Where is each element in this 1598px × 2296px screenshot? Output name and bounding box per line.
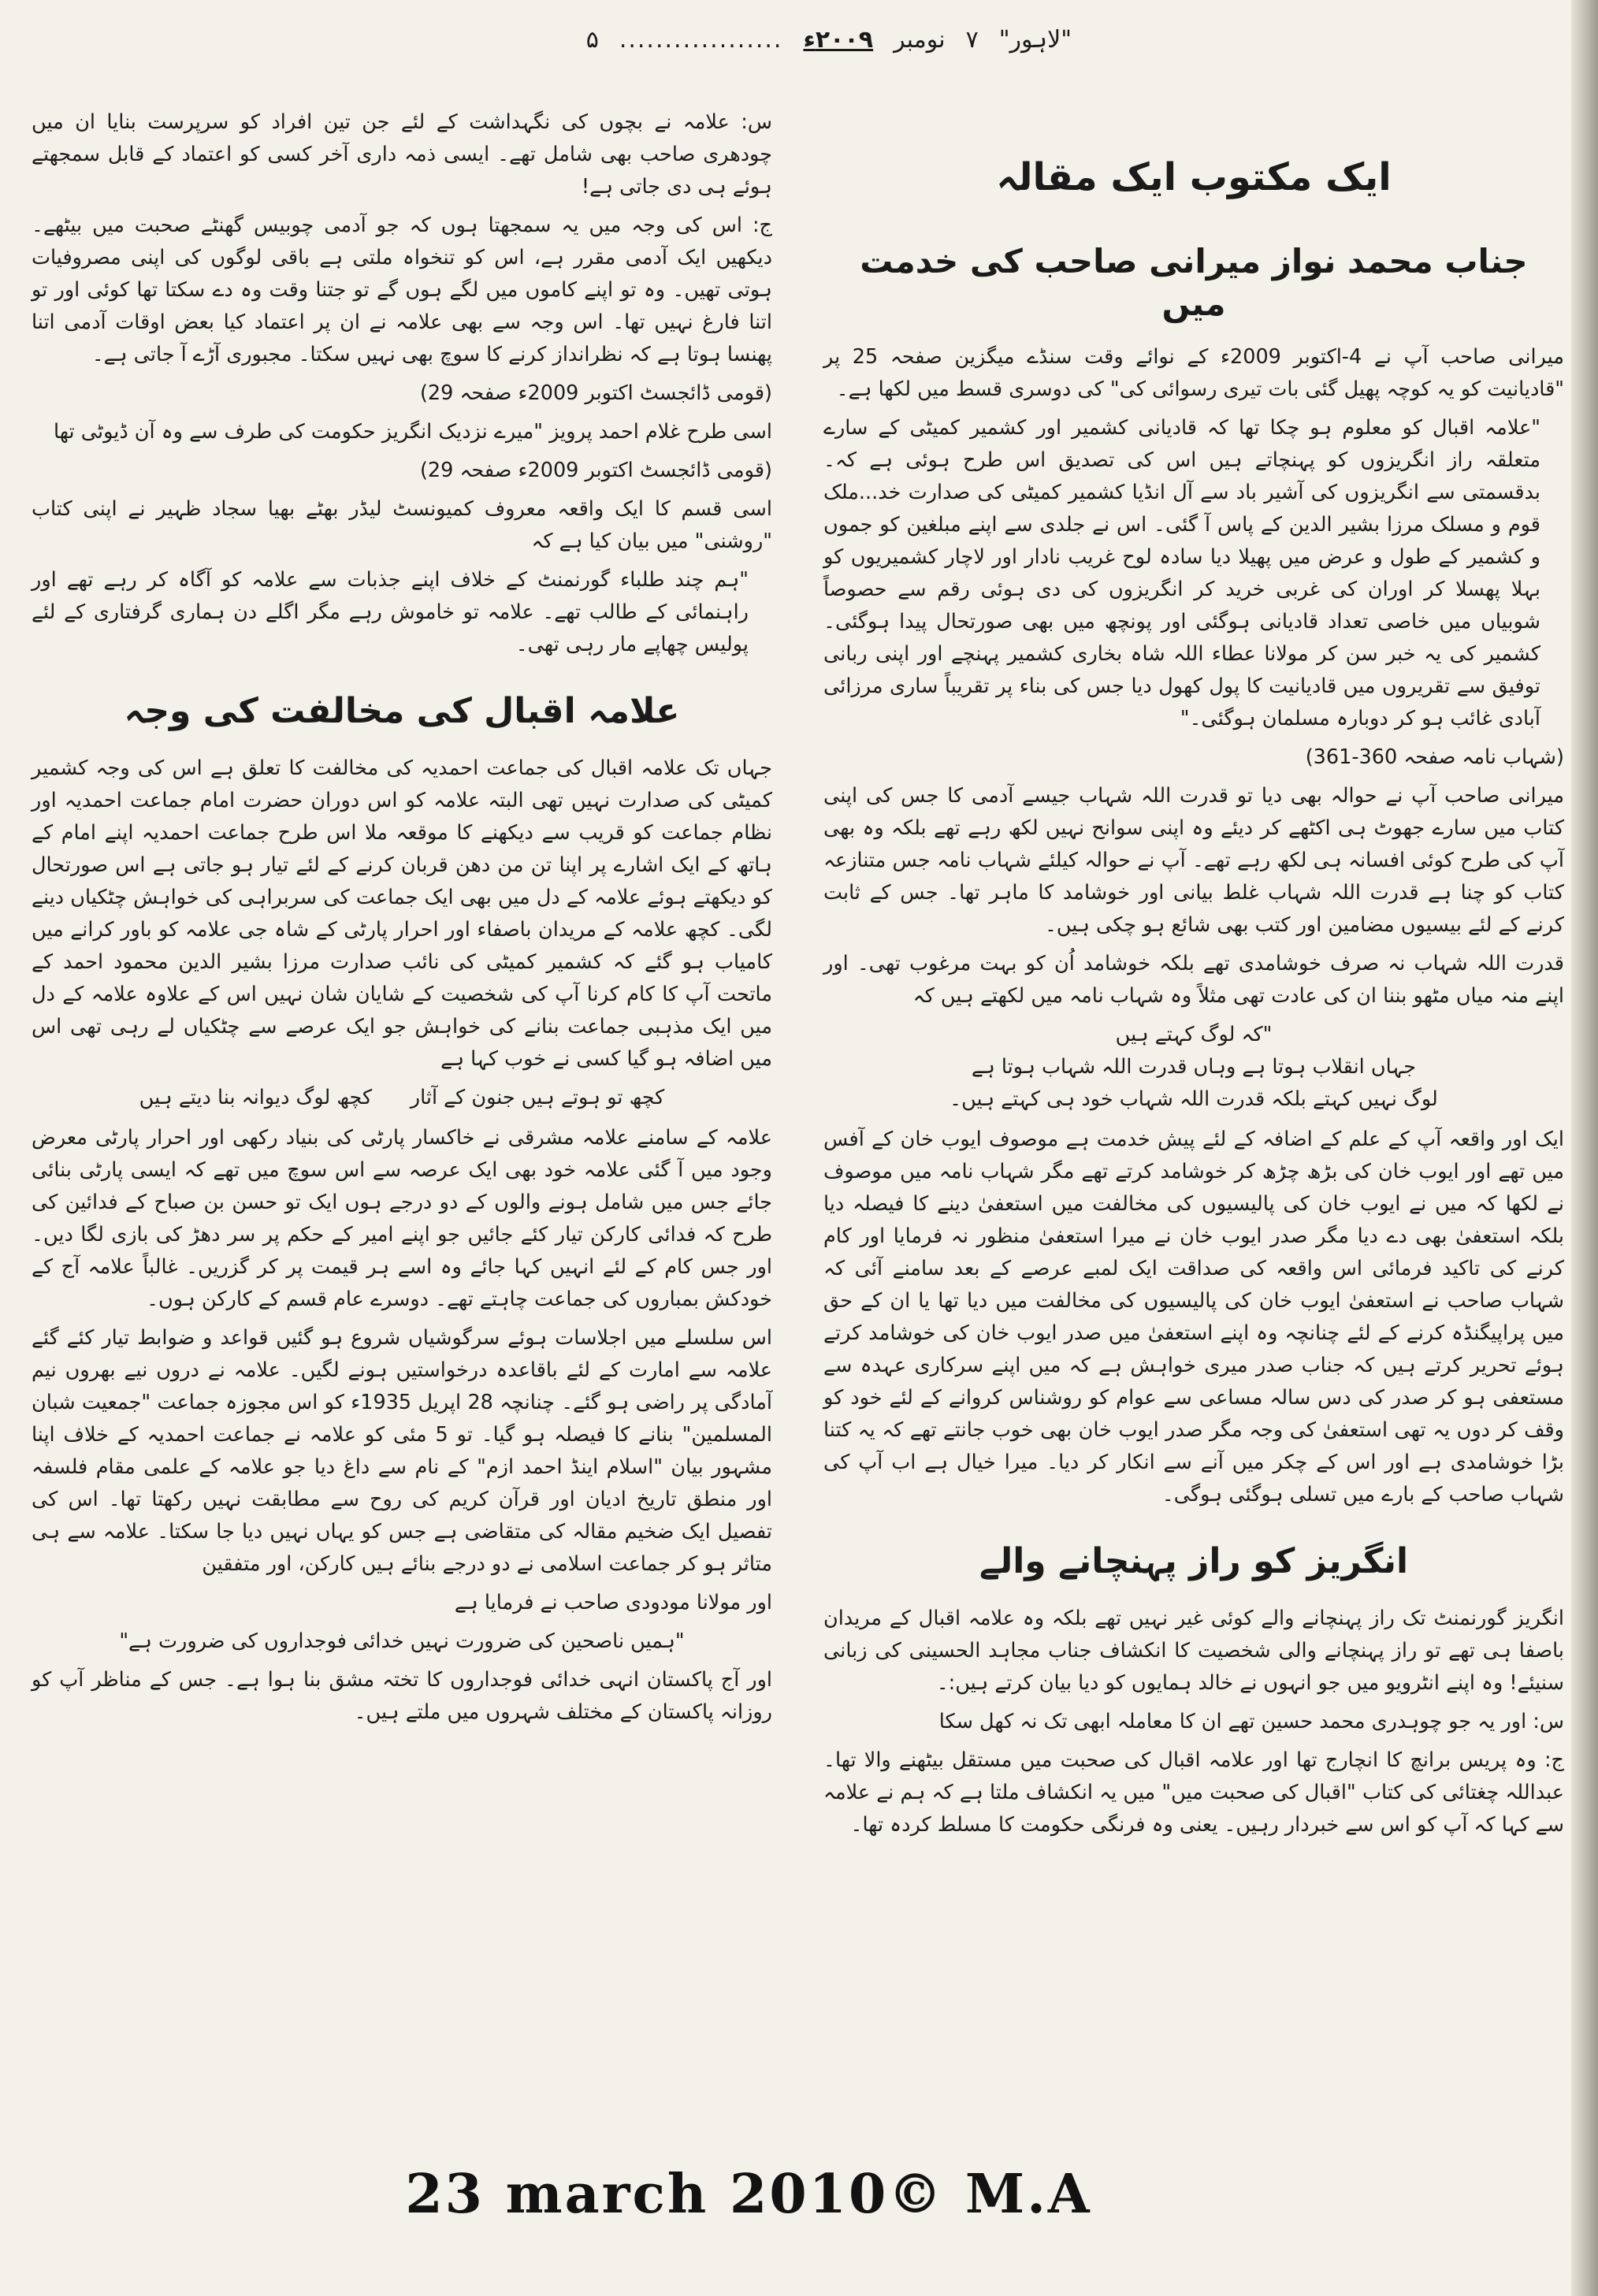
header-year: ۲۰۰۹ء	[803, 25, 874, 54]
right-paragraph-7: س: اور یہ جو چوہدری محمد حسین تھے ان کا معاملہ ابھی تک نہ کھل سکا	[938, 1710, 1564, 1733]
reference-text: (قومی ڈائجسٹ اکتوبر 2009ء صفحہ 29)	[419, 459, 772, 482]
reference-text: (قومی ڈائجسٹ اکتوبر 2009ء صفحہ 29)	[419, 381, 772, 405]
verse-line-1: جہاں انقلاب ہوتا ہے وہاں قدرت اللہ شہاب ہوتا ہے	[971, 1055, 1417, 1079]
left-quote-paragraph: "ہم چند طلباء گورنمنٹ کے خلاف اپنے جذبات سے علامہ کو آگاہ کر رہے تھے اور راہنمائی کے طالب تھے۔ علامہ تو خاموش رہے مگر اگلے دن ہماری گرفتاری کے لئے پولیس چھاپے مار رہی تھی۔	[32, 568, 749, 656]
section-title-informers: انگریز کو راز پہنچانے والے	[979, 1541, 1409, 1581]
verse-intro: "کہ لوگ کہتے ہیں	[1115, 1023, 1273, 1046]
left-column	[32, 106, 772, 1735]
left-paragraph-6: جہاں تک علامہ اقبال کی جماعت احمدیہ کی مخالفت کا تعلق ہے اس کی وجہ کشمیر کمیٹی کی صدارت نہیں تھی البتہ علامہ کو اس دوران حضرت امام جماعت احمدیہ اور نظام جماعت کو قریب سے دیکھنے کا موقعہ ملا اس طرح جماعت احمدیہ اپنے امام کے ہاتھ کے ایک اشارے پر اپنا تن من دھن قربان کرنے کے لئے تیار ہو جاتی ہے اس صورتحال کو دیکھتے ہوئے علامہ کے دل میں بھی ایک جماعت کی سربراہی کی خواہش چٹکیاں دینے لگی۔ کچھ علامہ کے مریدان باصفاء اور احرار پارٹی کے شاہ جی علامہ کو باور کرانے میں کامیاب ہو گئے کہ کشمیر کمیٹی کی نائب صدارت مرزا بشیر الدین محمود احمد کے ماتحت آپ کا کام کرنا آپ کی شخصیت کے شایان شان نہیں اس کے علاوہ علامہ کے دل میں ایک مذہبی جماعت بنانے کی خواہش جو ایک عرصے سے چٹکیاں لے رہی تھی اس میں اضافہ ہو گیا کسی نے خوب کہا ہے	[32, 756, 772, 1071]
left-paragraph-8: اس سلسلے میں اجلاسات ہوئے سرگوشیاں شروع ہو گئیں قواعد و ضوابط تیار کئے گئے علامہ سے امارت کے لئے باقاعدہ درخواستیں ہونے لگیں۔ علامہ نے دروں نیے بھروں نیم آمادگی پر راضی ہو گئے۔ چنانچہ 28 اپریل 1935ء کو اس مجوزہ جماعت "جمعیت شبان المسلمین" بنانے کا فیصلہ ہو گیا۔ تو 5 مئی کو علامہ نے جماعت احمدیہ کے خلاف اپنا مشہور بیان "اسلام اینڈ احمد ازم" کے نام سے داغ دیا جو علامہ کے علمی مقام فلسفہ اور منطق تاریخ ادیان اور قرآن کریم کی روح سے مطابقت نہیں رکھتا تھا۔ اس کی تفصیل ایک ضخیم مقالہ کی متقاضی ہے جس کو یہاں نہیں دیا جا سکتا۔ علامہ سے ہی متاثر ہو کر جماعت اسلامی نے دو درجے بنائے ہیں کارکن، اور متفقین	[32, 1326, 773, 1576]
left-reference-2	[32, 455, 772, 487]
left-paragraph-1: س: علامہ نے بچوں کی نگہداشت کے لئے جن تین افراد کو سرپرست بنایا ان میں چودھری صاحب بھی شامل تھے۔ ایسی ذمہ داری آخر کسی کو اعتماد کے قابل سمجھتے ہوئے ہی دی جاتی ہے!	[32, 110, 772, 199]
right-reference-1	[823, 741, 1564, 774]
verse-line-1: کچھ لوگ دیوانہ بنا دیتے ہیں	[139, 1086, 373, 1109]
left-paragraph-2: ج: اس کی وجہ میں یہ سمجھتا ہوں کہ جو آدمی چوبیس گھنٹے صحبت میں بیٹھے۔ دیکھیں ایک آدمی مقرر ہے، اس کو تنخواہ ملتی ہے باقی لوگوں کی اپنی مصروفیات ہوتی تھیں۔ وہ تو اپنے کاموں میں لگے ہوں گے تو جتنا وقت وہ دے سکتا تھا کوئی اور تو اتنا فارغ نہیں تھا۔ اس وجہ سے بھی علامہ نے ان پر اعتماد کیا بعض اوقات آدمی اتنا پھنسا ہوتا ہے کہ نظرانداز کرنے کا سوچ بھی نہیں سکتا۔ مجبوری آڑے آ جاتی ہے۔	[32, 214, 772, 366]
right-paragraph-3: میرانی صاحب آپ نے حوالہ بھی دیا تو قدرت اللہ شہاب جیسے آدمی کا جس کی اپنی کتاب میں سارے جھوٹ ہی اکٹھے کر دیئے وہ اپنی سوانح نہیں لکھ رہے تھے بلکہ وہ بھی آپ کی طرح کوئی افسانہ ہی لکھ رہے تھے۔ آپ نے حوالہ کیلئے شہاب نامہ جس متنازعہ کتاب کو چنا ہے قدرت اللہ شہاب غلط بیانی اور خوشامد کا ماہر تھا۔ جس کے ثابت کرنے کے لئے بیسیوں مضامین اور کتب بھی شائع ہو چکی ہیں۔	[823, 784, 1564, 937]
reference-text: (شہاب نامہ صفحہ 360-361)	[1305, 745, 1564, 769]
left-paragraph-7: علامہ کے سامنے علامہ مشرقی نے خاکسار پارٹی کی بنیاد رکھی اور احرار پارٹی معرض وجود میں آ گئی علامہ خود بھی ایک عرصہ سے اس سوچ میں تھے کہ ایسی پارٹی بنائی جائے جس میں شامل ہونے والوں کے دو درجے ہوں ایک تو حسن بن صباح کے فدائین کی طرح کہ فدائی کارکن تیار کئے جائیں جو اپنے امیر کے حکم پر سر دھڑ کی بازی لگا دیں۔ اور جس کام کے لئے انہیں کہا جائے وہ اسے ہر قیمت پر کر گزریں۔ غالباً علامہ آج کے خودکش بمباروں کی جماعت چاہتے تھے۔ دوسرے عام قسم کے کارکن ہوں۔	[32, 1126, 772, 1311]
left-paragraph-4: اسی قسم کا ایک واقعہ معروف کمیونسٹ لیڈر بھٹے بھیا سجاد ظہیر نے اپنی کتاب "روشنی" میں بیان کیا ہے کہ	[32, 497, 772, 553]
header-city: "لاہور"	[998, 25, 1072, 54]
footer-watermark: 23 march 2010© M.A	[405, 2163, 1092, 2226]
left-quote-maududi: "ہمیں ناصحین کی ضرورت نہیں خدائی فوجداروں کی ضرورت ہے"	[119, 1629, 685, 1653]
page-number: ۵	[585, 25, 599, 54]
left-paragraph-3: اسی طرح غلام احمد پرویز "میرے نزدیک انگریز حکومت کی طرف سے وہ آن ڈیوٹی تھا	[54, 420, 772, 444]
right-quote-paragraph: "علامہ اقبال کو معلوم ہو چکا تھا کہ قادیانی کشمیر اور کشمیر کمیٹی کے سارے متعلقہ راز انگریزوں کو پہنچاتے ہیں اس کی تصدیق اس طرح ہوئی ہے کہ۔ بدقسمتی سے انگریزوں کی آشیر باد سے آل انڈیا کشمیر کمیٹی کی صدارت خد...ملک قوم و مسلک مرزا بشیر الدین کے پاس آ گئی۔ اس نے جلدی سے اپنے مبلغین کو جموں و کشمیر کے طول و عرض میں پھیلا دیا سادہ لوح غریب نادار اور لاچار کشمیریوں کو بہلا پھسلا کر اوران کی غربی خرید کر انگریزوں کی دی ہوئی رقم سے حصوصاً شوبیاں میں خاصی تعداد قادیانی ہوگئی اور پونچھ میں بھی صورتحال پیدا ہوگئی۔ کشمیر کی یہ خبر سن کر مولانا عطاء اللہ شاہ بخاری کشمیر پہنچے اور اپنی ربانی توفیق سے تقریروں میں قادیانیت کا پول کھول دیا جس کی بناء پر تقریباً ساری مرزائی آبادی غائب ہو کر دوبارہ مسلمان ہوگئی۔"	[823, 416, 1540, 730]
left-paragraph-11: اور آج پاکستان انہی خدائی فوجداروں کا تختہ مشق بنا ہوا ہے۔ جس کے مناظر آپ کو روزانہ پاکستان کے مختلف شہروں میں ملتے ہیں۔	[32, 1668, 772, 1724]
right-paragraph-4: قدرت اللہ شہاب نہ صرف خوشامدی تھے بلکہ خوشامد اُن کو بہت مرغوب تھی۔ اور اپنے منہ میاں مٹھو بننا ان کی عادت تھی مثلاً وہ شہاب نامہ میں لکھتے ہیں کہ	[823, 952, 1564, 1008]
left-paragraph-9: اور مولانا مودودی صاحب نے فرمایا ہے	[454, 1591, 772, 1614]
right-paragraph-8: ج: وہ پریس برانچ کا انچارج تھا اور علامہ اقبال کی صحبت میں مستقل بیٹھنے والا تھا۔ عبداللہ چغتائی کی کتاب "اقبال کی صحبت میں" میں یہ انکشاف ملتا ہے کہ ہم نے علامہ سے کہا کہ آپ کو اس سے خبردار رہیں۔ یعنی وہ فرنگی حکومت کا مسلط کردہ تھا۔	[823, 1748, 1564, 1837]
scan-edge	[1571, 0, 1598, 2296]
right-paragraph-6: انگریز گورنمنٹ تک راز پہنچانے والے کوئی غیر نہیں تھے بلکہ وہ علامہ اقبال کے مریدان باصفا ہی تھے تو راز پہنچانے والی شخصیت کا انکشاف جناب مجاہد الحسینی کی زبانی سنیئے! وہ اپنے انٹرویو میں جو انہوں نے خالد ہمایوں کو دیا بیان کرتے ہیں:۔	[823, 1607, 1564, 1695]
left-reference-1	[32, 377, 772, 410]
right-paragraph-5: ایک اور واقعہ آپ کے علم کے اضافہ کے لئے پیش خدمت ہے موصوف ایوب خان کے آفس میں تھے اور ایوب خان کی بڑھ چڑھ کر خوشامد کرتے تھے مگر شہاب نامہ میں موصوف نے لکھا کہ میں نے ایوب خان کی پالیسیوں کی مخالفت میں استعفیٰ دینے کا فیصلہ دیا بلکہ استعفیٰ بھی دے دیا مگر صدر ایوب خان نے میرا استعفیٰ منظور نہ فرمایا اور کام کرنے کی تاکید فرمائی اس واقعہ کی صداقت ایک لمبے عرصے کے بعد سامنے آئی کہ شہاب صاحب نے استعفیٰ ایوب خان کی پالیسیوں کی مخالفت میں دیا تھا یا ان کے حق میں پراپیگنڈہ کرنے کے لئے چنانچہ وہ اپنے استعفیٰ میں صدر ایوب خان کی خوشامد کرتے ہوئے تحریر کرتے ہیں کہ جناب صدر میری خواہش ہے کہ میں اپنے سرکاری عہدہ سے مستعفی ہو کر صدر کی دس سالہ مساعی سے عوام کو روشناس کروانے کے لئے خود کو وقف کر دوں یہ تھی استعفیٰ کی وجہ مگر صدر ایوب خان بھی خوب جانتے تھے کہ یہ کتنا بڑا خوشامدی ہے اور اس کے چکر میں آنے سے انکار کر دیا۔ میرا خیال ہے اب آپ کی شہاب صاحب کے بارے میں تسلی ہوگئی ہوگی۔	[823, 1128, 1564, 1507]
right-column	[823, 154, 1564, 1848]
right-paragraph-1: میرانی صاحب آپ نے 4-اکتوبر 2009ء کے نوائے وقت سنڈے میگزین صفحہ 25 پر "قادیانیت کو یہ کوچہ پھیل گئی بات تیری رسوائی کی" کی دوسری قسط میں لکھا ہے۔	[823, 345, 1564, 401]
section-title-opposition: علامہ اقبال کی مخالفت کی وجہ	[124, 691, 680, 731]
article-title: ایک مکتوب ایک مقالہ	[996, 155, 1392, 199]
header-day: ۷	[965, 25, 979, 54]
verse-line-2: لوگ نہیں کہتے بلکہ قدرت اللہ شہاب خود ہی کہتے ہیں۔	[950, 1087, 1438, 1111]
verse-line-2: کچھ تو ہوتے ہیں جنون کے آثار	[410, 1086, 665, 1109]
header-month: نومبر	[894, 25, 946, 54]
header-dots: ..................	[619, 25, 783, 54]
left-verse	[32, 1082, 772, 1114]
right-verse	[823, 1019, 1564, 1116]
article-subtitle: جناب محمد نواز میرانی صاحب کی خدمت میں	[860, 242, 1528, 323]
page-header	[473, 16, 1072, 63]
